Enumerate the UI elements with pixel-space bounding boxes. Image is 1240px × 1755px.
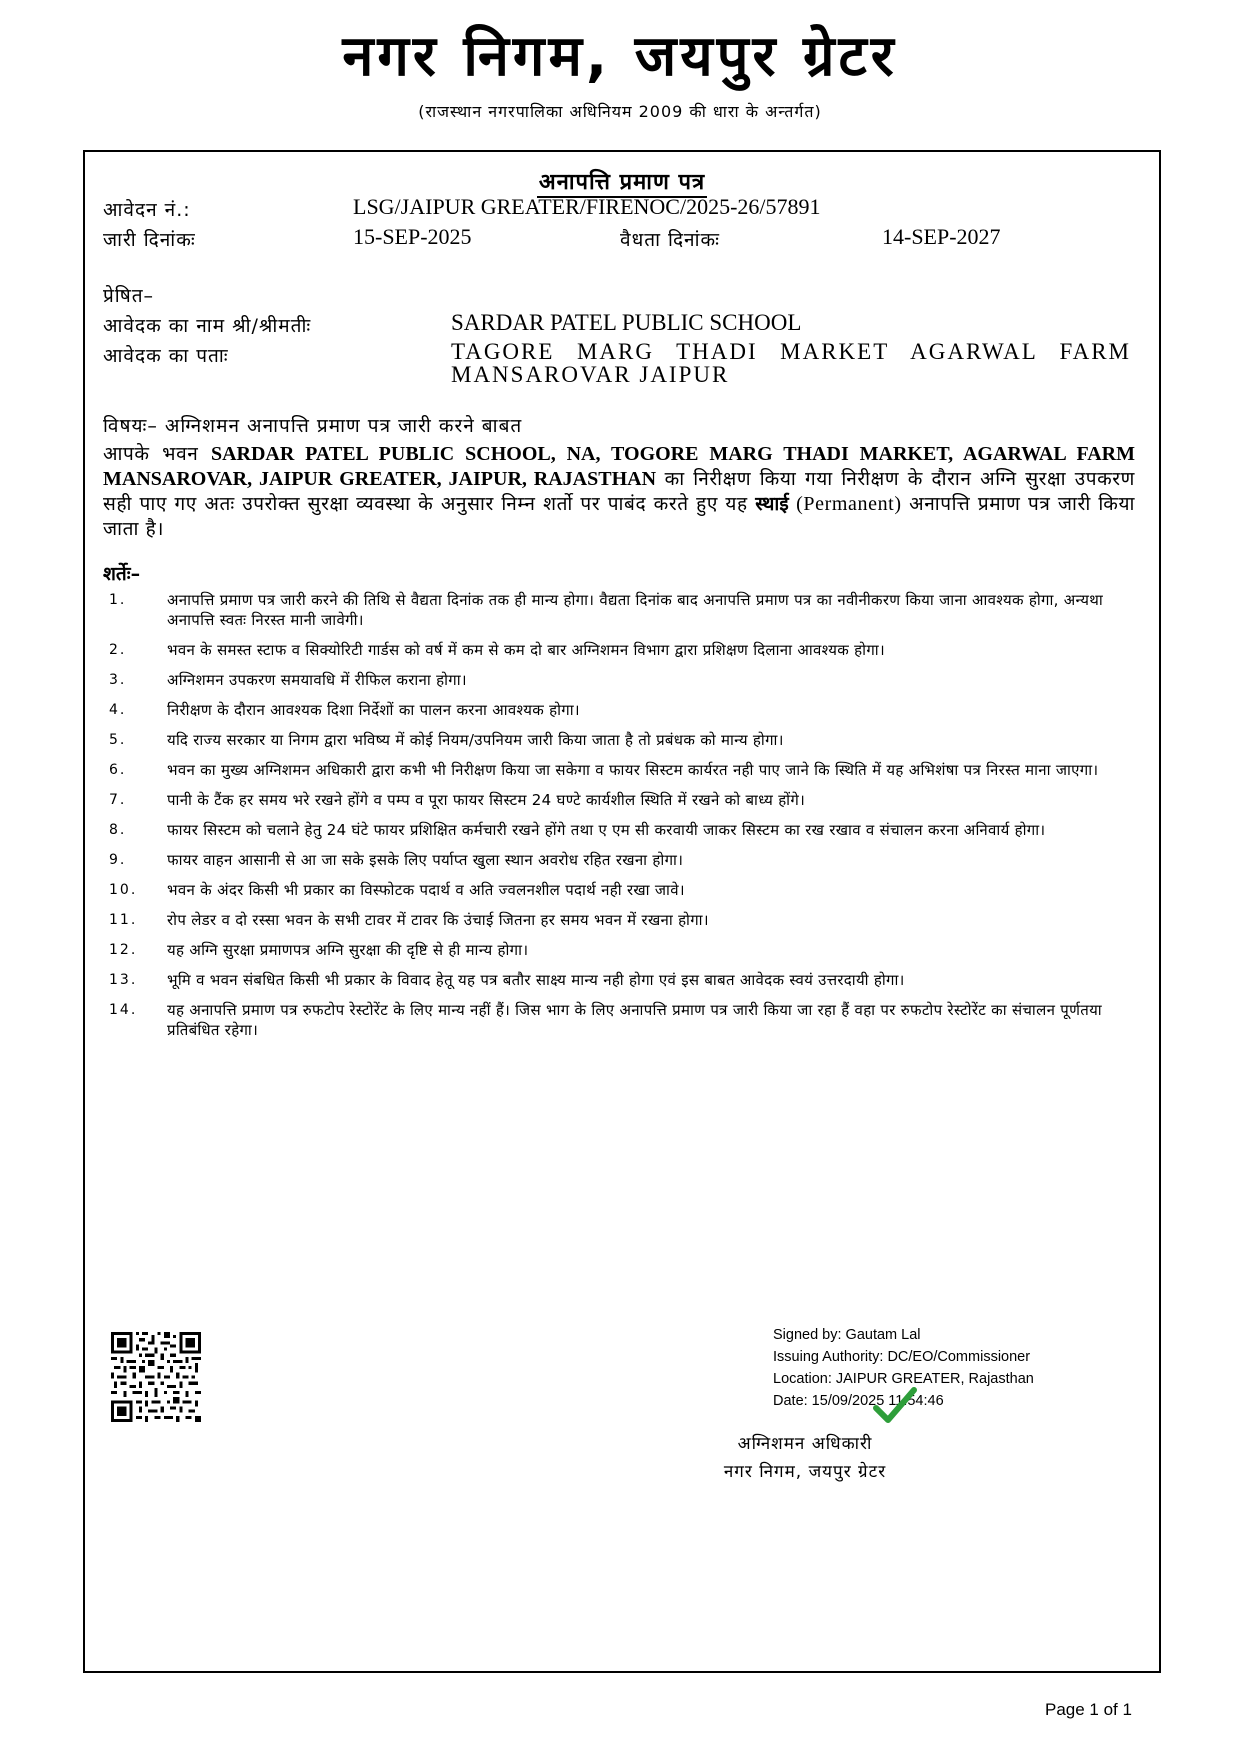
validity-date-value: 14-SEP-2027	[882, 224, 1001, 249]
term-text: भवन का मुख्य अग्निशमन अधिकारी द्वारा कभी भी निरीक्षण किया जा सकेगा व फायर सिस्टम कार्यरत नही पाए जाने कि स्थिति में यह अभिशंषा पत्र निरस्त माना जाएगा।	[167, 761, 1099, 779]
term-item	[103, 640, 1143, 660]
term-item	[103, 880, 1143, 900]
term-text: यह अग्नि सुरक्षा प्रमाणपत्र अग्नि सुरक्षा की दृष्टि से ही मान्य होगा।	[167, 941, 529, 959]
body-inspection-text: का निरीक्षण किया गया निरीक्षण के दौरान अग्नि सुरक्षा उपकरण सही पाए गए अतः उपरोक्त सुरक्षा व्यवस्था के अनुसार निम्न शर्तो पर पाबंद करते हुए यह	[103, 468, 1136, 515]
signature-location: Location: JAIPUR GREATER, Rajasthan	[773, 1371, 1034, 1387]
term-number: 7.	[109, 792, 127, 808]
term-text: अनापत्ति प्रमाण पत्र जारी करने की तिथि से वैद्यता दिनांक तक ही मान्य होगा। वैद्यता दिनांक बाद अनापत्ति प्रमाण पत्र का नवीनीकरण किया जाना आवश्यक होगा, अन्यथा अनापत्ति स्वतः निरस्त मानी जावेगी।	[167, 591, 1104, 629]
applicant-name-value: SARDAR PATEL PUBLIC SCHOOL	[451, 310, 802, 335]
terms-heading: शर्तेः–	[103, 563, 141, 585]
certificate-frame	[83, 150, 1161, 1673]
officer-designation: अग्निशमन अधिकारी	[737, 1434, 873, 1454]
term-number: 14.	[109, 1002, 138, 1018]
term-text: यदि राज्य सरकार या निगम द्वारा भविष्य में कोई नियम/उपनियम जारी किया जाता है तो प्रबंधक को मान्य होगा।	[167, 731, 784, 749]
term-number: 13.	[109, 972, 138, 988]
subject-line: विषयः– अग्निशमन अनापत्ति प्रमाण पत्र जारी करने बाबत	[103, 415, 523, 437]
term-text: फायर वाहन आसानी से आ जा सके इसके लिए पर्याप्त खुला स्थान अवरोध रहित रखना होगा।	[167, 851, 684, 869]
term-item	[103, 850, 1143, 870]
term-text: भवन के समस्त स्टाफ व सिक्योरिटी गार्डस को वर्ष में कम से कम दो बार अग्निशमन विभाग द्वारा प्रशिक्षण दिलाना आवश्यक होगा।	[167, 641, 885, 659]
term-text: यह अनापत्ति प्रमाण पत्र रुफटोप रेस्टोरेंट के लिए मान्य नहीं हैं। जिस भाग के लिए अनापत्ति प्रमाण पत्र जारी किया जा रहा हैं वहा पर रुफटोप रेस्टोरेंट का संचालन पूर्णतया प्रतिबंधित रहेगा।	[167, 1001, 1102, 1039]
term-text: रोप लेडर व दो रस्सा भवन के सभी टावर में टावर कि उंचाई जितना हर समय भवन में रखना होगा।	[167, 911, 709, 929]
term-text: फायर सिस्टम को चलाने हेतु 24 घंटे फायर प्रशिक्षित कर्मचारी रखने होंगे तथा ए एम सी करवायी जाकर सिस्टम का रख रखाव व संचालन करना अनिवार्य होगा।	[167, 821, 1046, 839]
signature-date: Date: 15/09/2025 11:54:46	[773, 1393, 944, 1409]
noc-type-english: (Permanent)	[796, 493, 902, 515]
building-details: SARDAR PATEL PUBLIC SCHOOL, NA, TOGORE MARG THADI MARKET, AGARWAL FARM MANSAROVAR, JAIPUR GREATER, JAIPUR, RAJASTHAN	[103, 443, 1135, 490]
applicant-name-label: आवेदक का नाम श्री/श्रीमतीः	[103, 315, 312, 337]
term-item	[103, 700, 1143, 720]
certificate-title: अनापत्ति प्रमाण पत्र	[537, 170, 707, 198]
act-subtitle: (राजस्थान नगरपालिका अधिनियम 2009 की धारा के अन्तर्गत)	[418, 102, 822, 121]
certificate-body	[103, 442, 1135, 542]
term-number: 10.	[109, 882, 138, 898]
term-text: भूमि व भवन संबधित किसी भी प्रकार के विवाद हेतू यह पत्र बतौर साक्ष्य मान्य नही होगा एवं इस बाबत आवेदक स्वयं उत्तरदायी होगा।	[167, 971, 905, 989]
term-item	[103, 970, 1143, 990]
term-text: भवन के अंदर किसी भी प्रकार का विस्फोटक पदार्थ व अति ज्वलनशील पदार्थ नही रखा जावे।	[167, 881, 685, 899]
certificate-heading	[85, 166, 1159, 196]
term-number: 6.	[109, 762, 127, 778]
term-item	[103, 790, 1143, 810]
term-item	[103, 1000, 1143, 1040]
term-number: 11.	[109, 912, 138, 928]
body-closing: अनापत्ति प्रमाण पत्र जारी किया जाता है।	[103, 493, 1136, 540]
term-item	[103, 910, 1143, 930]
green-check-icon	[873, 1386, 917, 1426]
page-number: Page 1 of 1	[1045, 1700, 1132, 1719]
issue-date-label: जारी दिनांकः	[103, 229, 196, 251]
term-number: 1.	[109, 592, 127, 608]
officer-signature	[685, 1430, 925, 1486]
signed-by: Signed by: Gautam Lal	[773, 1327, 921, 1343]
applicant-address-value: TAGORE MARG THADI MARKET AGARWAL FARM MANSAROVAR JAIPUR	[451, 339, 1131, 387]
officer-office: नगर निगम, जयपुर ग्रेटर	[723, 1462, 887, 1482]
term-item	[103, 730, 1143, 750]
terms-list	[103, 590, 1143, 1050]
term-item	[103, 670, 1143, 690]
term-item	[103, 940, 1143, 960]
term-number: 4.	[109, 702, 127, 718]
application-no-value: LSG/JAIPUR GREATER/FIRENOC/2025-26/57891	[353, 194, 821, 219]
term-number: 2.	[109, 642, 127, 658]
term-item	[103, 760, 1143, 780]
term-text: पानी के टैंक हर समय भरे रखने होंगे व पम्प व पूरा फायर सिस्टम 24 घण्टे कार्यशील स्थिति में रखने को बाध्य होंगे।	[167, 791, 806, 809]
term-item	[103, 820, 1143, 840]
body-intro: आपके भवन	[103, 443, 199, 465]
term-number: 9.	[109, 852, 127, 868]
term-number: 5.	[109, 732, 127, 748]
term-text: अग्निशमन उपकरण समयावधि में रीफिल कराना होगा।	[167, 671, 467, 689]
term-number: 8.	[109, 822, 127, 838]
corporation-title: नगर निगम, जयपुर ग्रेटर	[342, 24, 898, 89]
qr-code-icon	[111, 1332, 201, 1422]
term-number: 12.	[109, 942, 138, 958]
issue-date-value: 15-SEP-2025	[353, 224, 472, 249]
validity-date-label: वैधता दिनांकः	[620, 229, 720, 251]
applicant-address-label: आवेदक का पताः	[103, 345, 229, 367]
term-number: 3.	[109, 672, 127, 688]
term-text: निरीक्षण के दौरान आवश्यक दिशा निर्देशों का पालन करना आवश्यक होगा।	[167, 701, 580, 719]
issuing-authority: Issuing Authority: DC/EO/Commissioner	[773, 1349, 1031, 1365]
application-no-label: आवेदन नं.:	[103, 199, 191, 221]
term-item	[103, 590, 1143, 630]
sent-to-label: प्रेषित–	[103, 285, 155, 307]
noc-type-hindi: स्थाई	[755, 493, 789, 515]
